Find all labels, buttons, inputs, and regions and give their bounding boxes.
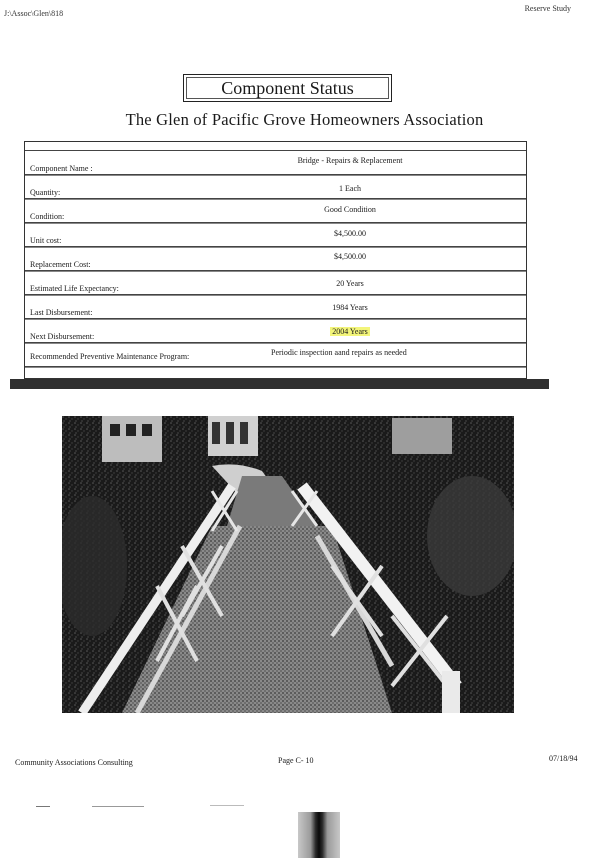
table-row — [25, 342, 526, 368]
row-label: Next Disbursement: — [30, 332, 95, 341]
row-value: Good Condition — [324, 205, 376, 214]
scan-shadow-bar — [10, 379, 549, 389]
row-label: Quantity: — [30, 188, 61, 197]
scan-mark — [210, 805, 244, 806]
row-value: 1 Each — [339, 184, 361, 193]
row-value: Bridge - Repairs & Replacement — [297, 156, 403, 165]
scan-mark — [36, 806, 50, 807]
row-label: Last Disbursement: — [30, 308, 93, 317]
row-value: 20 Years — [336, 279, 364, 288]
table-row — [25, 366, 526, 378]
table-row — [25, 222, 526, 248]
table-row — [25, 246, 526, 272]
row-label: Unit cost: — [30, 236, 62, 245]
document-date: 07/18/94 — [549, 754, 578, 763]
association-name: The Glen of Pacific Grove Homeowners Association — [125, 110, 484, 129]
file-path-label: J:\Assoc\Glen\818 — [4, 9, 64, 18]
table-row — [25, 174, 526, 200]
row-value: $4,500.00 — [334, 252, 366, 261]
row-label: Recommended Preventive Maintenance Program: — [30, 352, 190, 361]
table-row — [25, 294, 526, 320]
row-label: Replacement Cost: — [30, 260, 91, 269]
component-status-table — [24, 141, 527, 379]
row-label: Condition: — [30, 212, 65, 221]
row-value: 1984 Years — [332, 303, 368, 312]
table-row — [25, 270, 526, 296]
binder-clip-shadow — [298, 812, 340, 858]
bridge-photo-image — [62, 416, 514, 713]
scan-mark — [92, 806, 144, 807]
highlighted-value: 2004 Years — [332, 327, 368, 336]
row-label: Estimated Life Expectancy: — [30, 284, 119, 293]
document-type-label: Reserve Study — [524, 4, 571, 13]
table-row — [25, 318, 526, 344]
row-value-wrap — [265, 327, 435, 336]
row-label: Component Name : — [30, 164, 93, 173]
table-row — [25, 150, 526, 176]
row-value: $4,500.00 — [334, 229, 366, 238]
page-number: Page C- 10 — [278, 756, 314, 765]
page-title: Component Status — [183, 74, 392, 102]
row-value: Periodic inspection aand repairs as needed — [271, 348, 407, 357]
table-row — [25, 198, 526, 224]
bridge-photo — [62, 416, 514, 713]
company-name: Community Associations Consulting — [15, 758, 133, 767]
